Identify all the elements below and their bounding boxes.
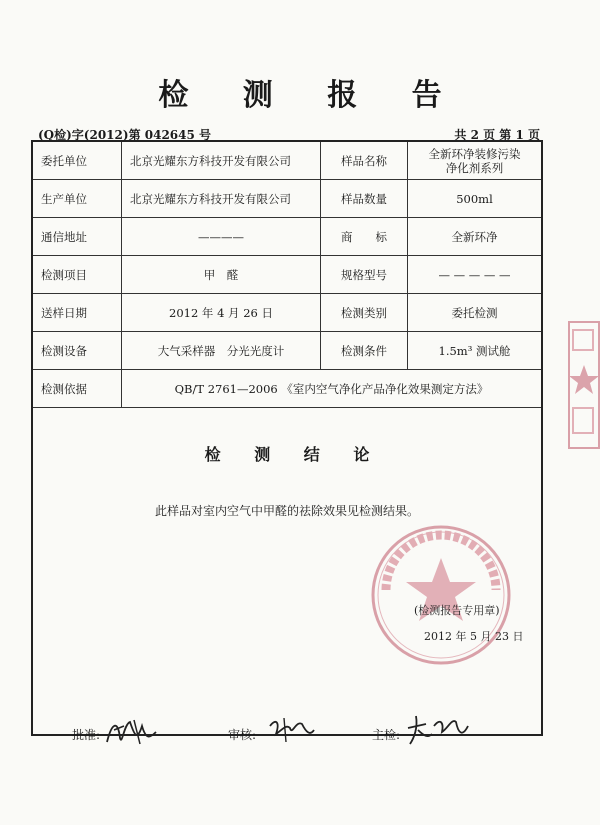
- table-row: [33, 142, 541, 180]
- inspector-label: 主检:: [372, 728, 401, 742]
- label-submit-date: 送样日期: [33, 294, 122, 332]
- page-title: 检 测 报 告: [158, 78, 464, 113]
- table-row: [33, 180, 541, 218]
- value-sample-qty: 500ml: [408, 180, 542, 218]
- stamp-date: 2012 年 5 月 23 日: [424, 630, 524, 643]
- label-client: 委托单位: [33, 142, 122, 180]
- value-basis: QB/T 2761—2006 《室内空气净化产品净化效果测定方法》: [122, 370, 542, 408]
- label-model: 规格型号: [321, 256, 408, 294]
- inspector-signature-icon: [404, 708, 472, 748]
- label-manufacturer: 生产单位: [33, 180, 122, 218]
- label-sample-qty: 样品数量: [321, 180, 408, 218]
- table-row: [33, 332, 541, 370]
- report-number: (Q检)字(2012)第 042645 号: [38, 128, 212, 142]
- conclusion-text: 此样品对室内空气中甲醛的祛除效果见检测结果。: [154, 504, 419, 518]
- info-table: [33, 142, 541, 408]
- review-label: 审核:: [228, 728, 257, 742]
- approve-label: 批准:: [72, 728, 101, 742]
- label-equipment: 检测设备: [33, 332, 122, 370]
- label-conditions: 检测条件: [321, 332, 408, 370]
- label-basis: 检测依据: [33, 370, 122, 408]
- label-address: 通信地址: [33, 218, 122, 256]
- stamp-label: (检测报告专用章): [414, 604, 500, 617]
- value-conditions: 1.5m³ 测试舱: [408, 332, 542, 370]
- value-test-item: 甲 醛: [122, 256, 321, 294]
- value-model: — — — — —: [408, 256, 542, 294]
- label-test-item: 检测项目: [33, 256, 122, 294]
- value-address: ————: [122, 218, 321, 256]
- value-manufacturer: 北京光耀东方科技开发有限公司: [122, 180, 321, 218]
- value-test-type: 委托检测: [408, 294, 542, 332]
- official-stamp: [366, 520, 516, 670]
- table-row: [33, 294, 541, 332]
- approver-signature-icon: [104, 712, 160, 752]
- side-seal-icon: [565, 320, 600, 450]
- table-row: [33, 218, 541, 256]
- conclusion-title: 检 测 结 论: [204, 445, 384, 464]
- value-trademark: 全新环净: [408, 218, 542, 256]
- table-row: [33, 370, 541, 408]
- label-sample-name: 样品名称: [321, 142, 408, 180]
- value-sample-name: 全新环净装修污染 净化剂系列: [408, 142, 542, 180]
- value-submit-date: 2012 年 4 月 26 日: [122, 294, 321, 332]
- page-info: 共 2 页 第 1 页: [454, 128, 540, 142]
- label-test-type: 检测类别: [321, 294, 408, 332]
- reviewer-signature-icon: [266, 712, 316, 748]
- value-client: 北京光耀东方科技开发有限公司: [122, 142, 321, 180]
- table-row: [33, 256, 541, 294]
- label-trademark: 商 标: [321, 218, 408, 256]
- value-equipment: 大气采样器 分光光度计: [122, 332, 321, 370]
